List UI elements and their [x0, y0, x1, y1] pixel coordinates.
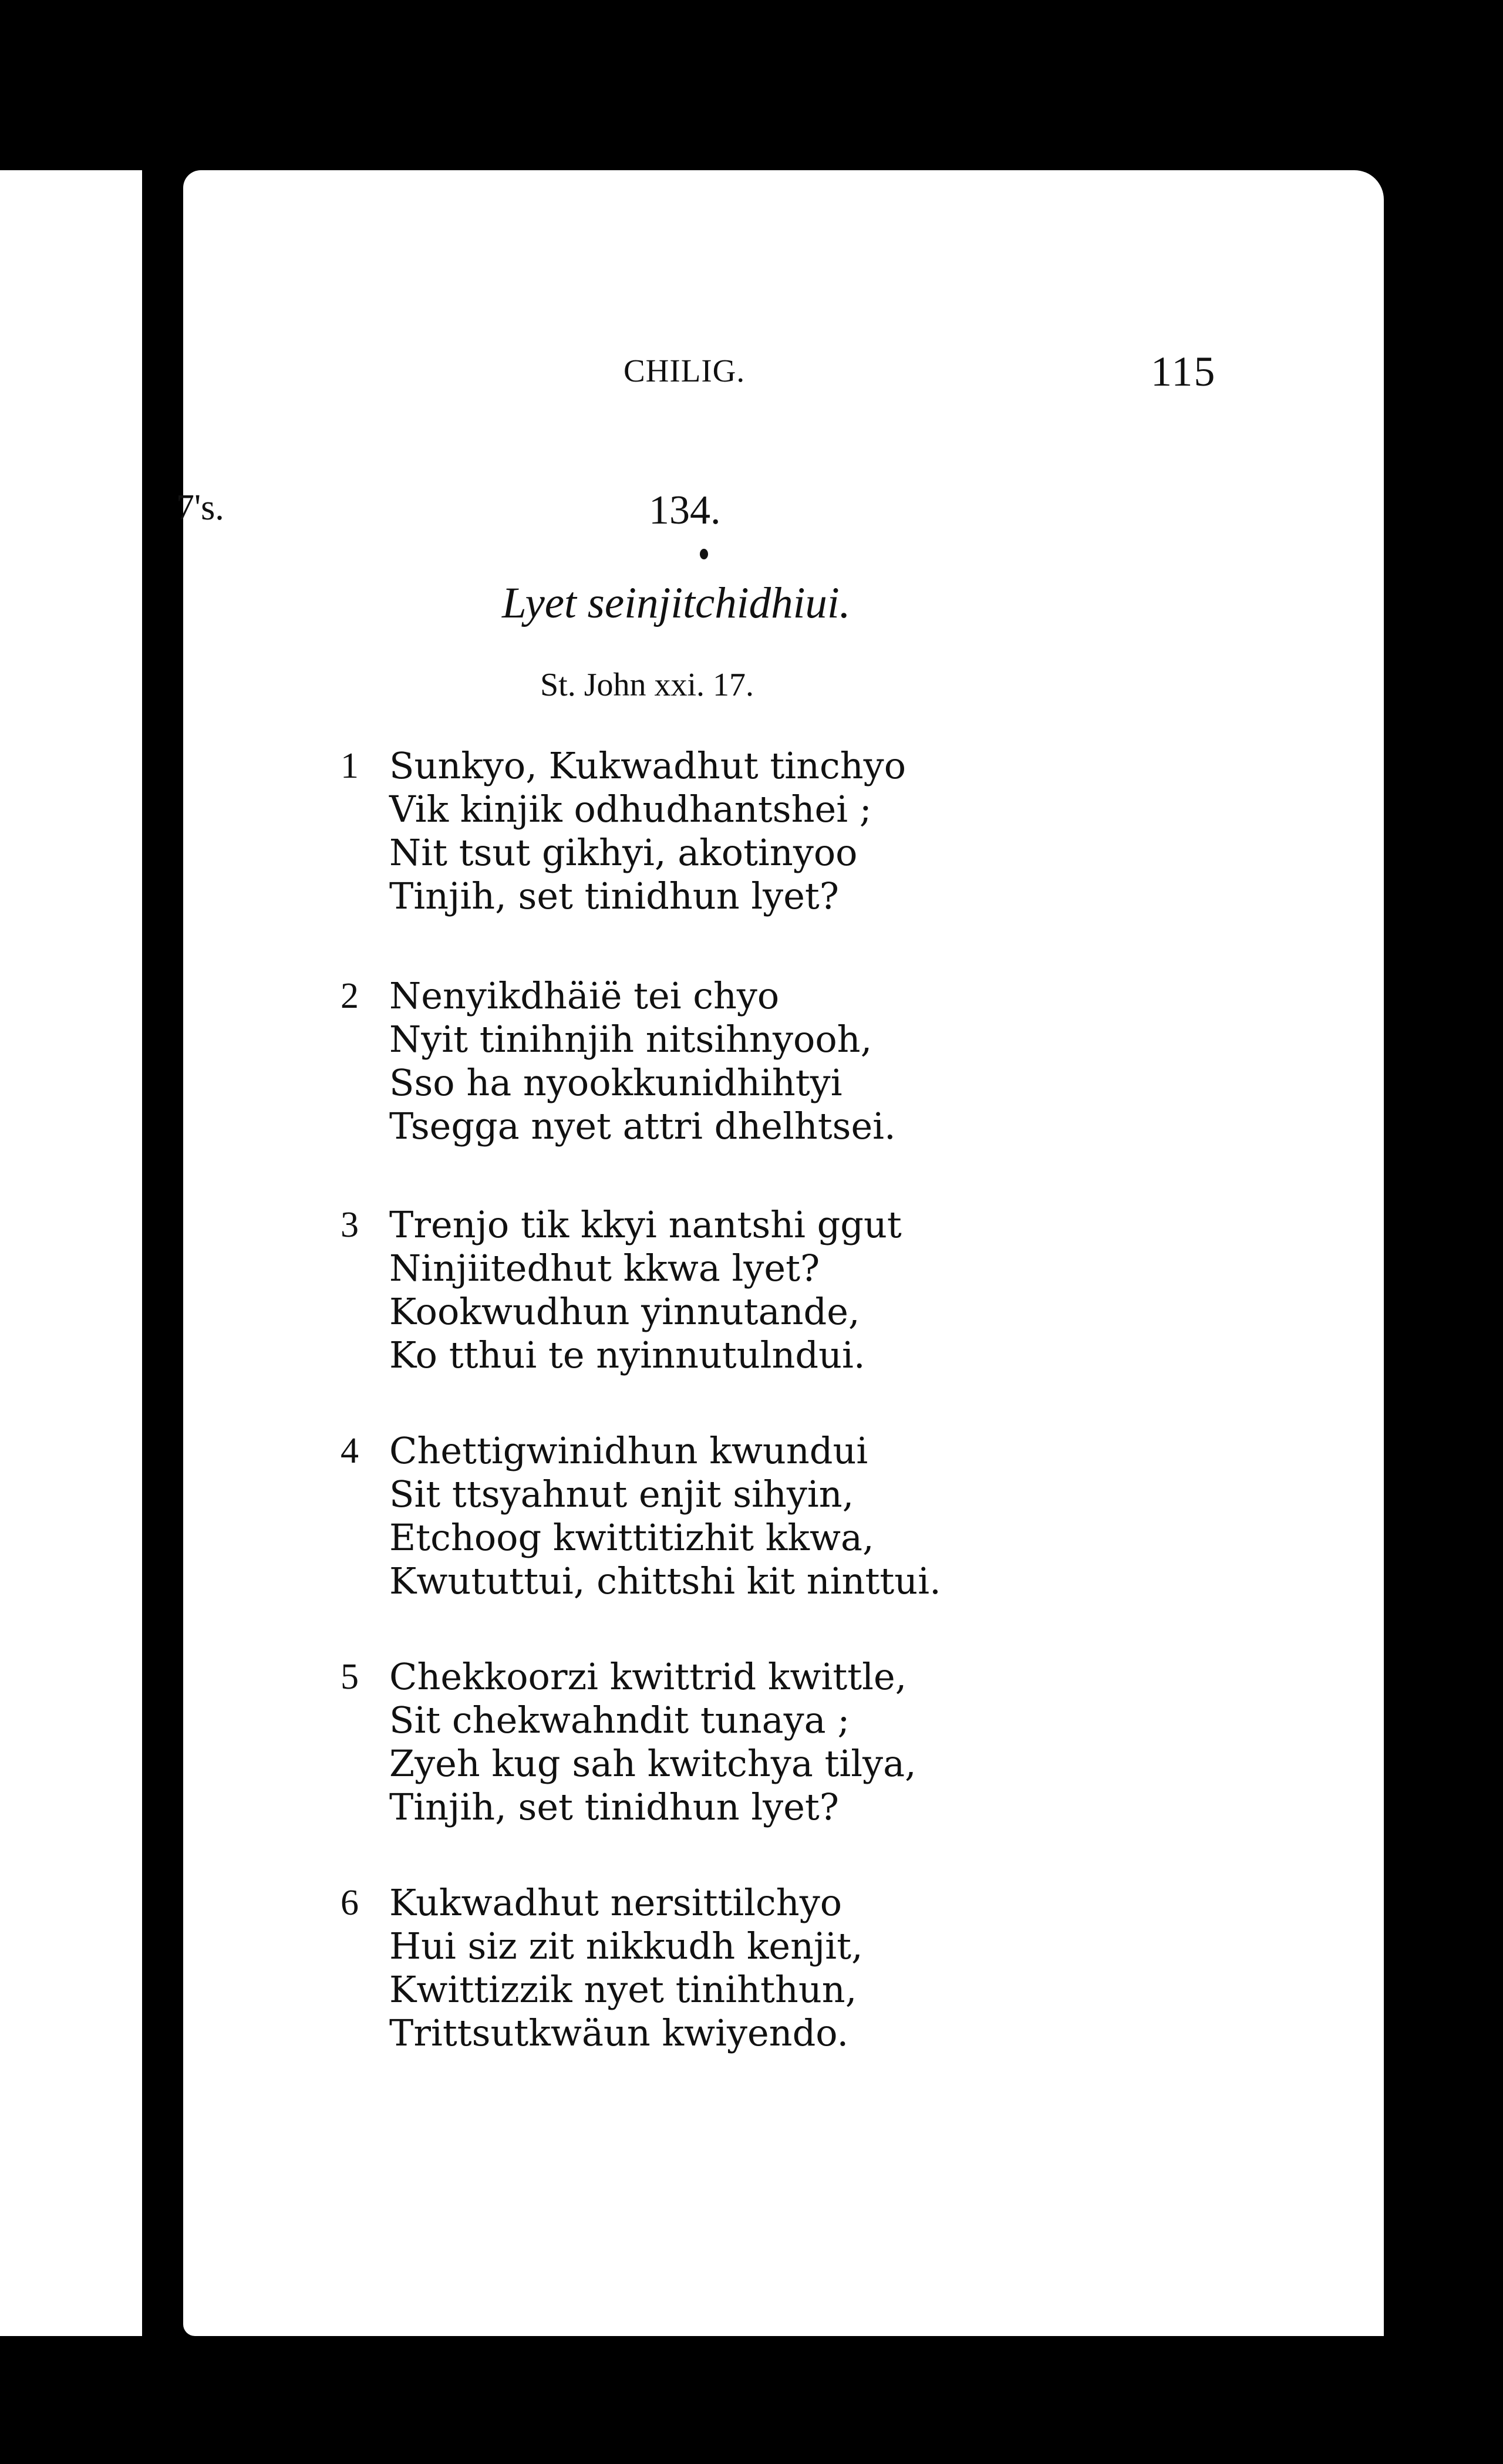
verse-line: Trittsutkwäun kwiyendo. — [389, 2011, 849, 2054]
stanza-number: 3 — [341, 1205, 359, 1245]
verse-line: Sit ttsyahnut enjit sihyin, — [389, 1473, 854, 1515]
verse-line: Tsegga nyet attri dhelhtsei. — [389, 1105, 896, 1147]
verse-line: Vik kinjik odhudhantshei ; — [389, 788, 872, 831]
verse-line: Sso ha nyookkunidhihtyi — [389, 1061, 843, 1104]
margin-fragment: 7's. — [176, 488, 224, 528]
verse-line: Chettigwinidhun kwundui — [389, 1429, 868, 1472]
ornament-dot — [700, 549, 708, 559]
verse-line: Kookwudhun yinnutande, — [389, 1290, 860, 1333]
verse-line: Zyeh kug sah kwitchya tilya, — [389, 1742, 916, 1785]
stanza-number: 6 — [341, 1883, 359, 1923]
verse-line: Ninjiitedhut kkwa lyet? — [389, 1247, 820, 1290]
verse-line: Kwittizzik nyet tinihthun, — [389, 1968, 857, 2011]
stanza-number: 2 — [341, 976, 359, 1016]
verse-line: Trenjo tik kkyi nantshi ggut — [389, 1203, 902, 1246]
verse-line: Chekkoorzi kwittrid kwittle, — [389, 1655, 907, 1698]
verse-line: Kukwadhut nersittilchyo — [389, 1881, 843, 1924]
hymn-title: Lyet seinjitchidhiui. — [502, 579, 851, 627]
verse-line: Nenyikdhäië tei chyo — [389, 974, 780, 1017]
verse-line: Tinjih, set tinidhun lyet? — [389, 1785, 840, 1828]
page-number: 115 — [1151, 348, 1216, 395]
facing-page-strip — [0, 170, 142, 2336]
verse-line: Hui siz zit nikkudh kenjit, — [389, 1925, 863, 1967]
scripture-reference: St. John xxi. 17. — [540, 667, 754, 703]
verse-line: Kwututtui, chittshi kit ninttui. — [389, 1560, 941, 1602]
stanza-number: 4 — [341, 1431, 359, 1471]
verse-line: Etchoog kwittitizhit kkwa, — [389, 1516, 874, 1559]
hymn-number: 134. — [649, 488, 721, 533]
verse-line: Sunkyo, Kukwadhut tinchyo — [389, 744, 906, 787]
verse-line: Tinjih, set tinidhun lyet? — [389, 875, 840, 917]
running-head: CHILIG. — [624, 353, 746, 389]
stanza-number: 1 — [341, 746, 359, 786]
verse-line: Ko tthui te nyinnutulndui. — [389, 1334, 865, 1376]
verse-line: Nyit tinihnjih nitsihnyooh, — [389, 1018, 872, 1061]
verse-line: Sit chekwahndit tunaya ; — [389, 1699, 850, 1741]
stanza-number: 5 — [341, 1657, 359, 1697]
verse-line: Nit tsut gikhyi, akotinyoo — [389, 831, 858, 874]
